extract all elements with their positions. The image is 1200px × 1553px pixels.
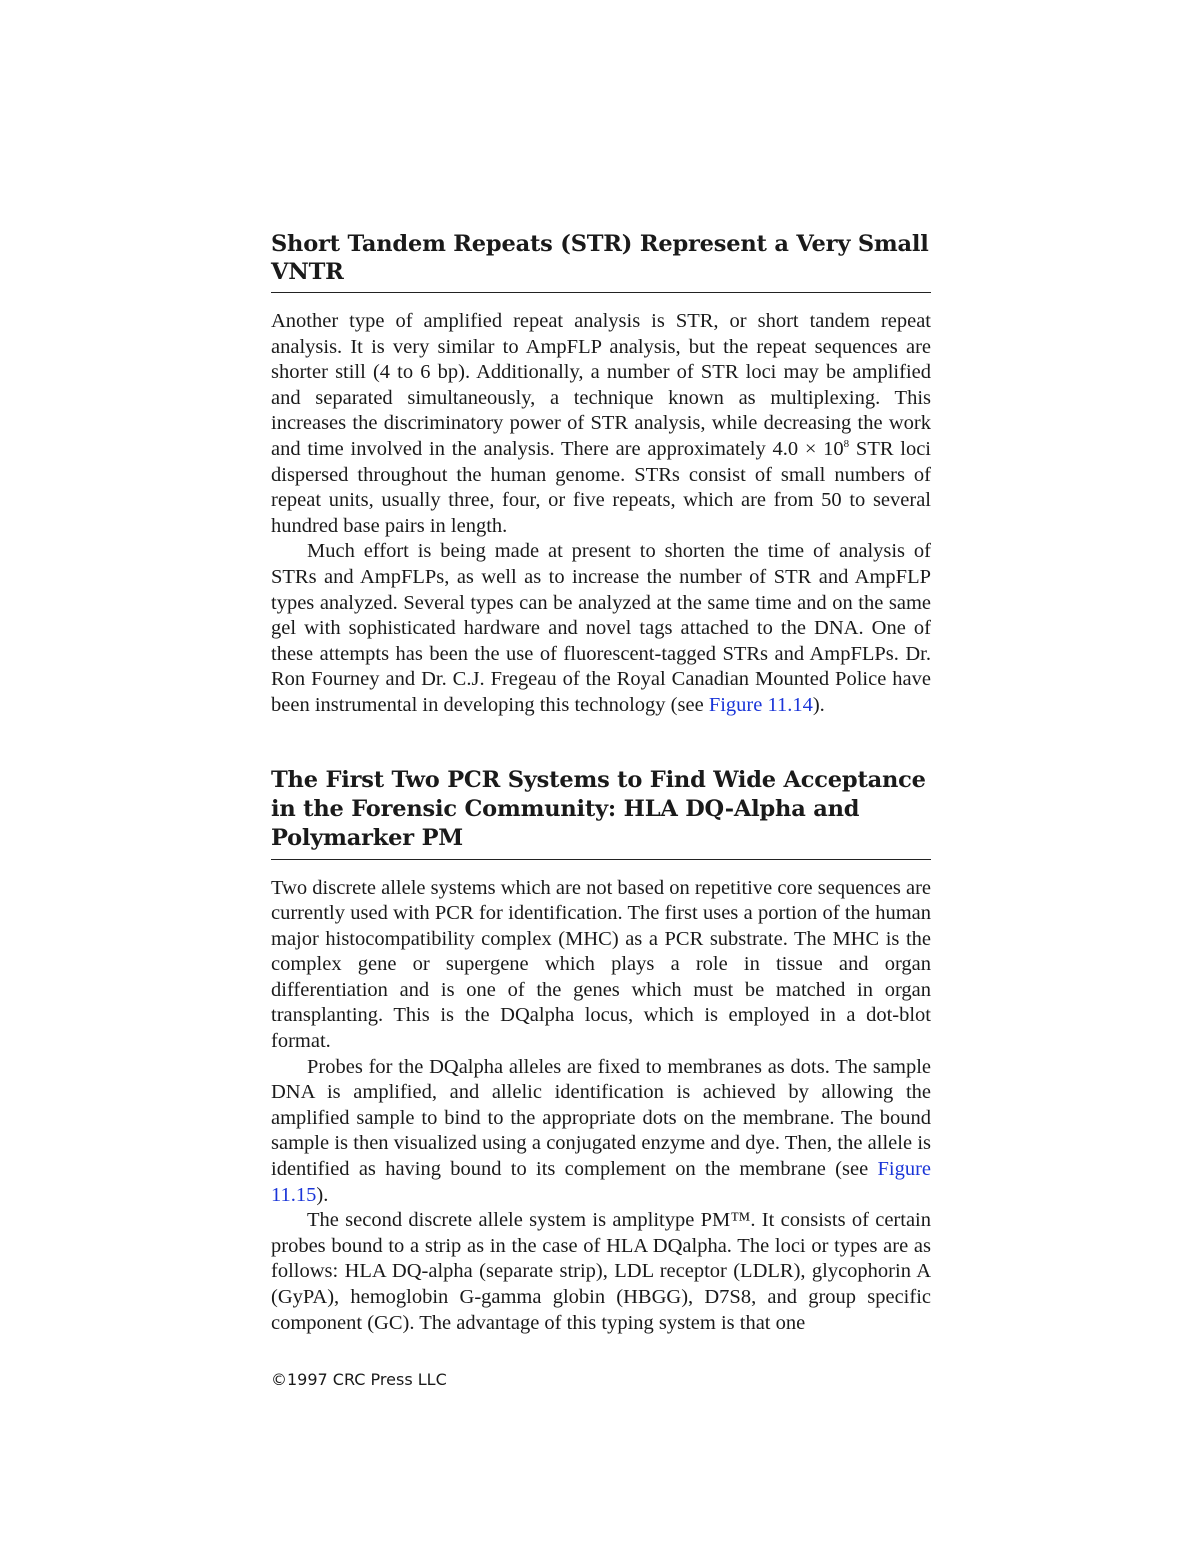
paragraph-text: STR loci dispersed throughout the human genome. STRs consist of small numbers of repeat units, usually three, four, or five repeats, which are from 50 to several hundred base pairs in length.	[271, 437, 931, 537]
superscript-exponent: 8	[843, 438, 850, 451]
paragraph-str-effort	[271, 539, 931, 718]
paragraph-amplitype-pm: The second discrete allele system is amplitype PM™. It consists of certain probes bound to a strip as in the case of HLA DQalpha. The loci or types are as follows: HLA DQ-alpha (separate strip), LDL receptor (LDLR), glycophorin A (GyPA), hemoglobin G-gamma globin (HBGG), D7S8, and group specific component (GC). The advantage of this typing system is that one	[271, 1209, 931, 1334]
section-heading-pcr: The First Two PCR Systems to Find Wide Acceptance in the Forensic Community: HLA DQ-Alpha and Polymarker PM	[271, 766, 931, 860]
paragraph-discrete-alleles: Two discrete allele systems which are not based on repetitive core sequences are currently used with PCR for identification. The first uses a portion of the human major histocompatibility complex (MHC) as a PCR substrate. The MHC is the complex gene or supergene which plays a role in tissue and organ differentiation and is one of the genes which must be matched in organ transplanting. This is the DQalpha locus, which is employed in a dot-blot format.	[271, 876, 931, 1053]
paragraph-text: ).	[316, 1183, 329, 1206]
paragraph-text: Much effort is being made at present to shorten the time of analysis of STRs and AmpFLPs, as well as to increase the number of STR and AmpFLP types analyzed. Several types can be analyzed at the same time and on the same gel with sophisticated hardware and novel tags attached to the DNA. One of these attempts has been the use of fluorescent-tagged STRs and AmpFLPs. Dr. Ron Fourney and Dr. C.J. Fregeau of the Royal Canadian Mounted Police have been instrumental in developing this technology (see	[271, 540, 931, 716]
copyright-footer: ©1997 CRC Press LLC	[271, 1370, 447, 1389]
section-heading-str: Short Tandem Repeats (STR) Represent a Very Small VNTR	[271, 228, 931, 293]
paragraph-str-intro	[271, 309, 931, 539]
section-str	[271, 228, 931, 719]
paragraph-dqalpha-probes	[271, 1055, 931, 1209]
section-pcr-systems	[271, 766, 931, 1337]
paragraph-text: Probes for the DQalpha alleles are fixed to membranes as dots. The sample DNA is amplified, and allelic identification is achieved by allowing the amplified sample to bind to the appropriate dots on the membrane. The bound sample is then visualized using a conjugated enzyme and dye. Then, the allele is identified as having bound to its complement on the membrane (see	[271, 1055, 931, 1181]
paragraph-text: ).	[812, 693, 825, 716]
figure-11-15-link[interactable]: Figure 11.15	[271, 1158, 931, 1206]
paragraph-text: Another type of amplified repeat analysis is STR, or short tandem repeat analysis. It is very similar to AmpFLP analysis, but the repeat sequences are shorter still (4 to 6 bp). Additionally, a number of STR loci may be amplified and separated simultaneously, a technique known as multiplexing. This increases the discriminatory power of STR analysis, while decreasing the work and time involved in the analysis. There are approximately 4.0 × 10	[271, 310, 931, 460]
page-content	[271, 228, 931, 1336]
figure-11-14-link[interactable]: Figure 11.14	[708, 693, 813, 716]
